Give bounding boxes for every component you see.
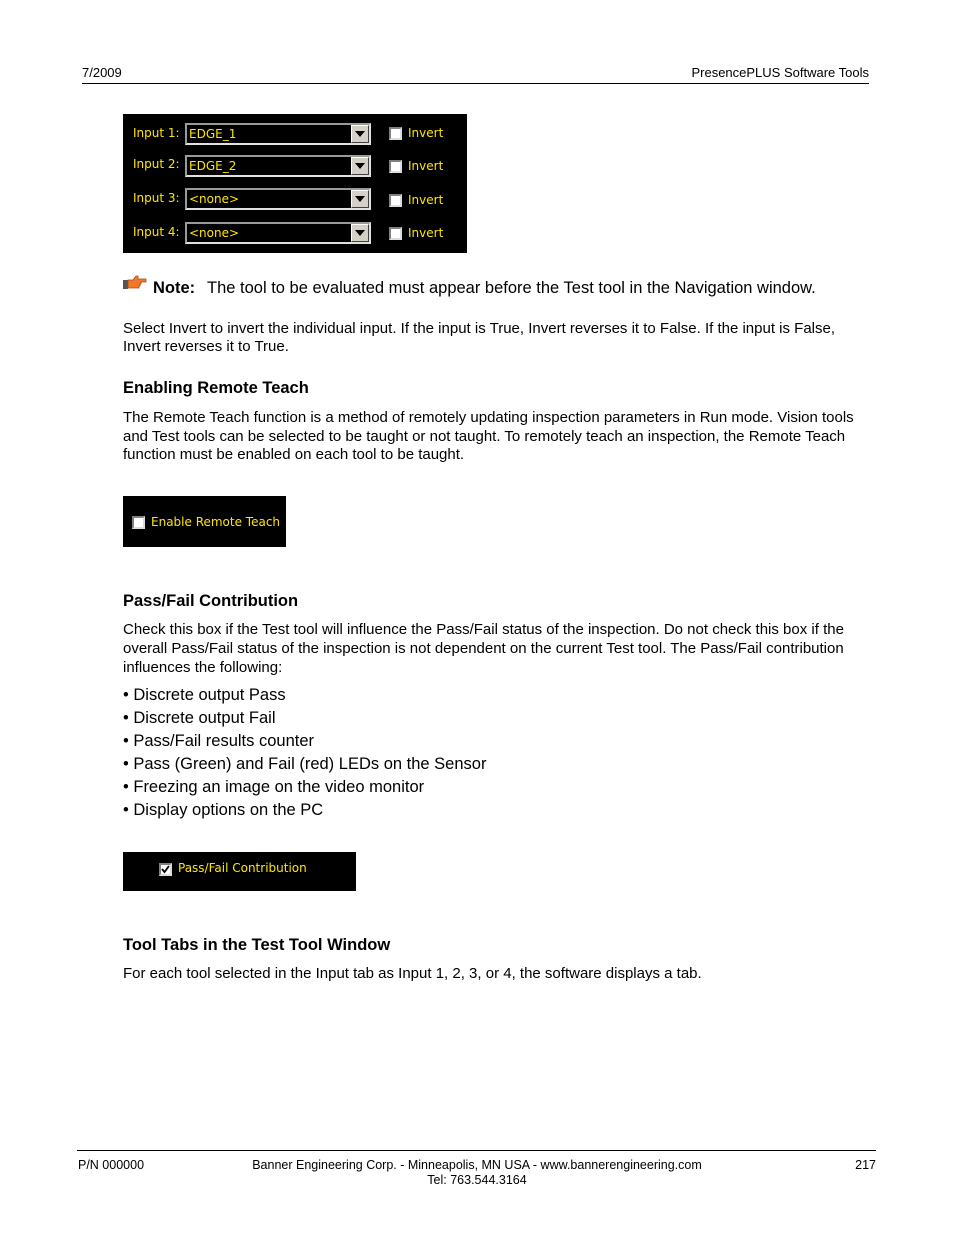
input-4-dropdown[interactable] bbox=[185, 222, 371, 244]
footer-part-number: P/N 000000 bbox=[78, 1158, 145, 1172]
footer-rule bbox=[77, 1150, 876, 1151]
input-3-invert-checkbox[interactable] bbox=[389, 194, 402, 207]
input-panel bbox=[123, 114, 467, 253]
chevron-down-icon[interactable] bbox=[351, 224, 369, 242]
input-1-label: Input 1: bbox=[133, 126, 180, 140]
pass-fail-paragraph-line-3: influences the following: bbox=[123, 659, 283, 676]
header-title: PresencePLUS Software Tools bbox=[691, 65, 869, 80]
input-3-label: Input 3: bbox=[133, 191, 180, 205]
input-1-dropdown[interactable] bbox=[185, 123, 371, 145]
remote-teach-paragraph-line-1: The Remote Teach function is a method of remotely updating inspection parameters in Run mode. Vision tools bbox=[123, 409, 854, 426]
invert-paragraph-line-1: Select Invert to invert the individual input. If the input is True, Invert reverses it to False. If the input is False, bbox=[123, 320, 836, 337]
list-item: • Display options on the PC bbox=[123, 801, 324, 819]
input-4-value: <none> bbox=[189, 226, 240, 240]
input-2-dropdown[interactable] bbox=[185, 155, 371, 177]
footer-company: Banner Engineering Corp. - Minneapolis, MN USA - www.bannerengineering.com bbox=[252, 1158, 702, 1172]
input-1-invert-label: Invert bbox=[408, 126, 444, 140]
input-2-label: Input 2: bbox=[133, 157, 180, 171]
input-3-dropdown[interactable] bbox=[185, 188, 371, 210]
input-3-value: <none> bbox=[189, 192, 240, 206]
chevron-down-icon[interactable] bbox=[351, 157, 369, 175]
footer-tel: Tel: 763.544.3164 bbox=[427, 1173, 527, 1187]
remote-teach-paragraph-line-3: function must be enabled on each tool to be taught. bbox=[123, 446, 465, 463]
list-item: • Discrete output Fail bbox=[123, 709, 276, 727]
checkmark-icon bbox=[161, 865, 170, 874]
input-4-invert-checkbox[interactable] bbox=[389, 227, 402, 240]
input-1-value: EDGE_1 bbox=[189, 127, 237, 141]
pass-fail-paragraph-line-2: overall Pass/Fail status of the inspection is not dependent on the current Test tool. The Pass/Fail contribution bbox=[123, 640, 844, 657]
tool-tabs-paragraph: For each tool selected in the Input tab as Input 1, 2, 3, or 4, the software displays a tab. bbox=[123, 965, 702, 982]
chevron-down-icon[interactable] bbox=[351, 190, 369, 208]
pointing-hand-icon bbox=[123, 275, 147, 296]
list-item: • Freezing an image on the video monitor bbox=[123, 778, 425, 796]
input-2-value: EDGE_2 bbox=[189, 159, 237, 173]
remote-teach-panel bbox=[123, 496, 286, 547]
note-text: The tool to be evaluated must appear before the Test tool in the Navigation window. bbox=[207, 279, 816, 297]
remote-teach-heading: Enabling Remote Teach bbox=[123, 379, 309, 397]
remote-teach-paragraph-line-2: and Test tools can be selected to be taught or not taught. To remotely teach an inspection, the Remote Teach bbox=[123, 428, 846, 445]
chevron-down-icon[interactable] bbox=[351, 125, 369, 143]
input-2-invert-label: Invert bbox=[408, 159, 444, 173]
input-3-invert-label: Invert bbox=[408, 193, 444, 207]
note-label: Note: bbox=[153, 279, 196, 297]
input-2-invert-checkbox[interactable] bbox=[389, 160, 402, 173]
pass-fail-contribution-label: Pass/Fail Contribution bbox=[178, 861, 307, 875]
input-4-label: Input 4: bbox=[133, 225, 180, 239]
list-item: • Pass (Green) and Fail (red) LEDs on the Sensor bbox=[123, 755, 487, 773]
enable-remote-teach-label: Enable Remote Teach bbox=[151, 515, 281, 529]
invert-paragraph-line-2: Invert reverses it to True. bbox=[123, 338, 289, 355]
input-4-invert-label: Invert bbox=[408, 226, 444, 240]
pass-fail-paragraph-line-1: Check this box if the Test tool will influence the Pass/Fail status of the inspection. Do not check this box if the bbox=[123, 621, 844, 638]
header-rule bbox=[82, 83, 869, 84]
input-1-invert-checkbox[interactable] bbox=[389, 127, 402, 140]
pass-fail-panel bbox=[123, 852, 356, 891]
pass-fail-heading: Pass/Fail Contribution bbox=[123, 592, 299, 610]
header-date: 7/2009 bbox=[82, 65, 122, 80]
footer-page-number: 217 bbox=[855, 1158, 876, 1172]
tool-tabs-heading: Tool Tabs in the Test Tool Window bbox=[123, 936, 391, 954]
list-item: • Discrete output Pass bbox=[123, 686, 286, 704]
list-item: • Pass/Fail results counter bbox=[123, 732, 315, 750]
enable-remote-teach-checkbox[interactable] bbox=[132, 516, 145, 529]
pass-fail-contribution-checkbox[interactable] bbox=[159, 863, 172, 876]
